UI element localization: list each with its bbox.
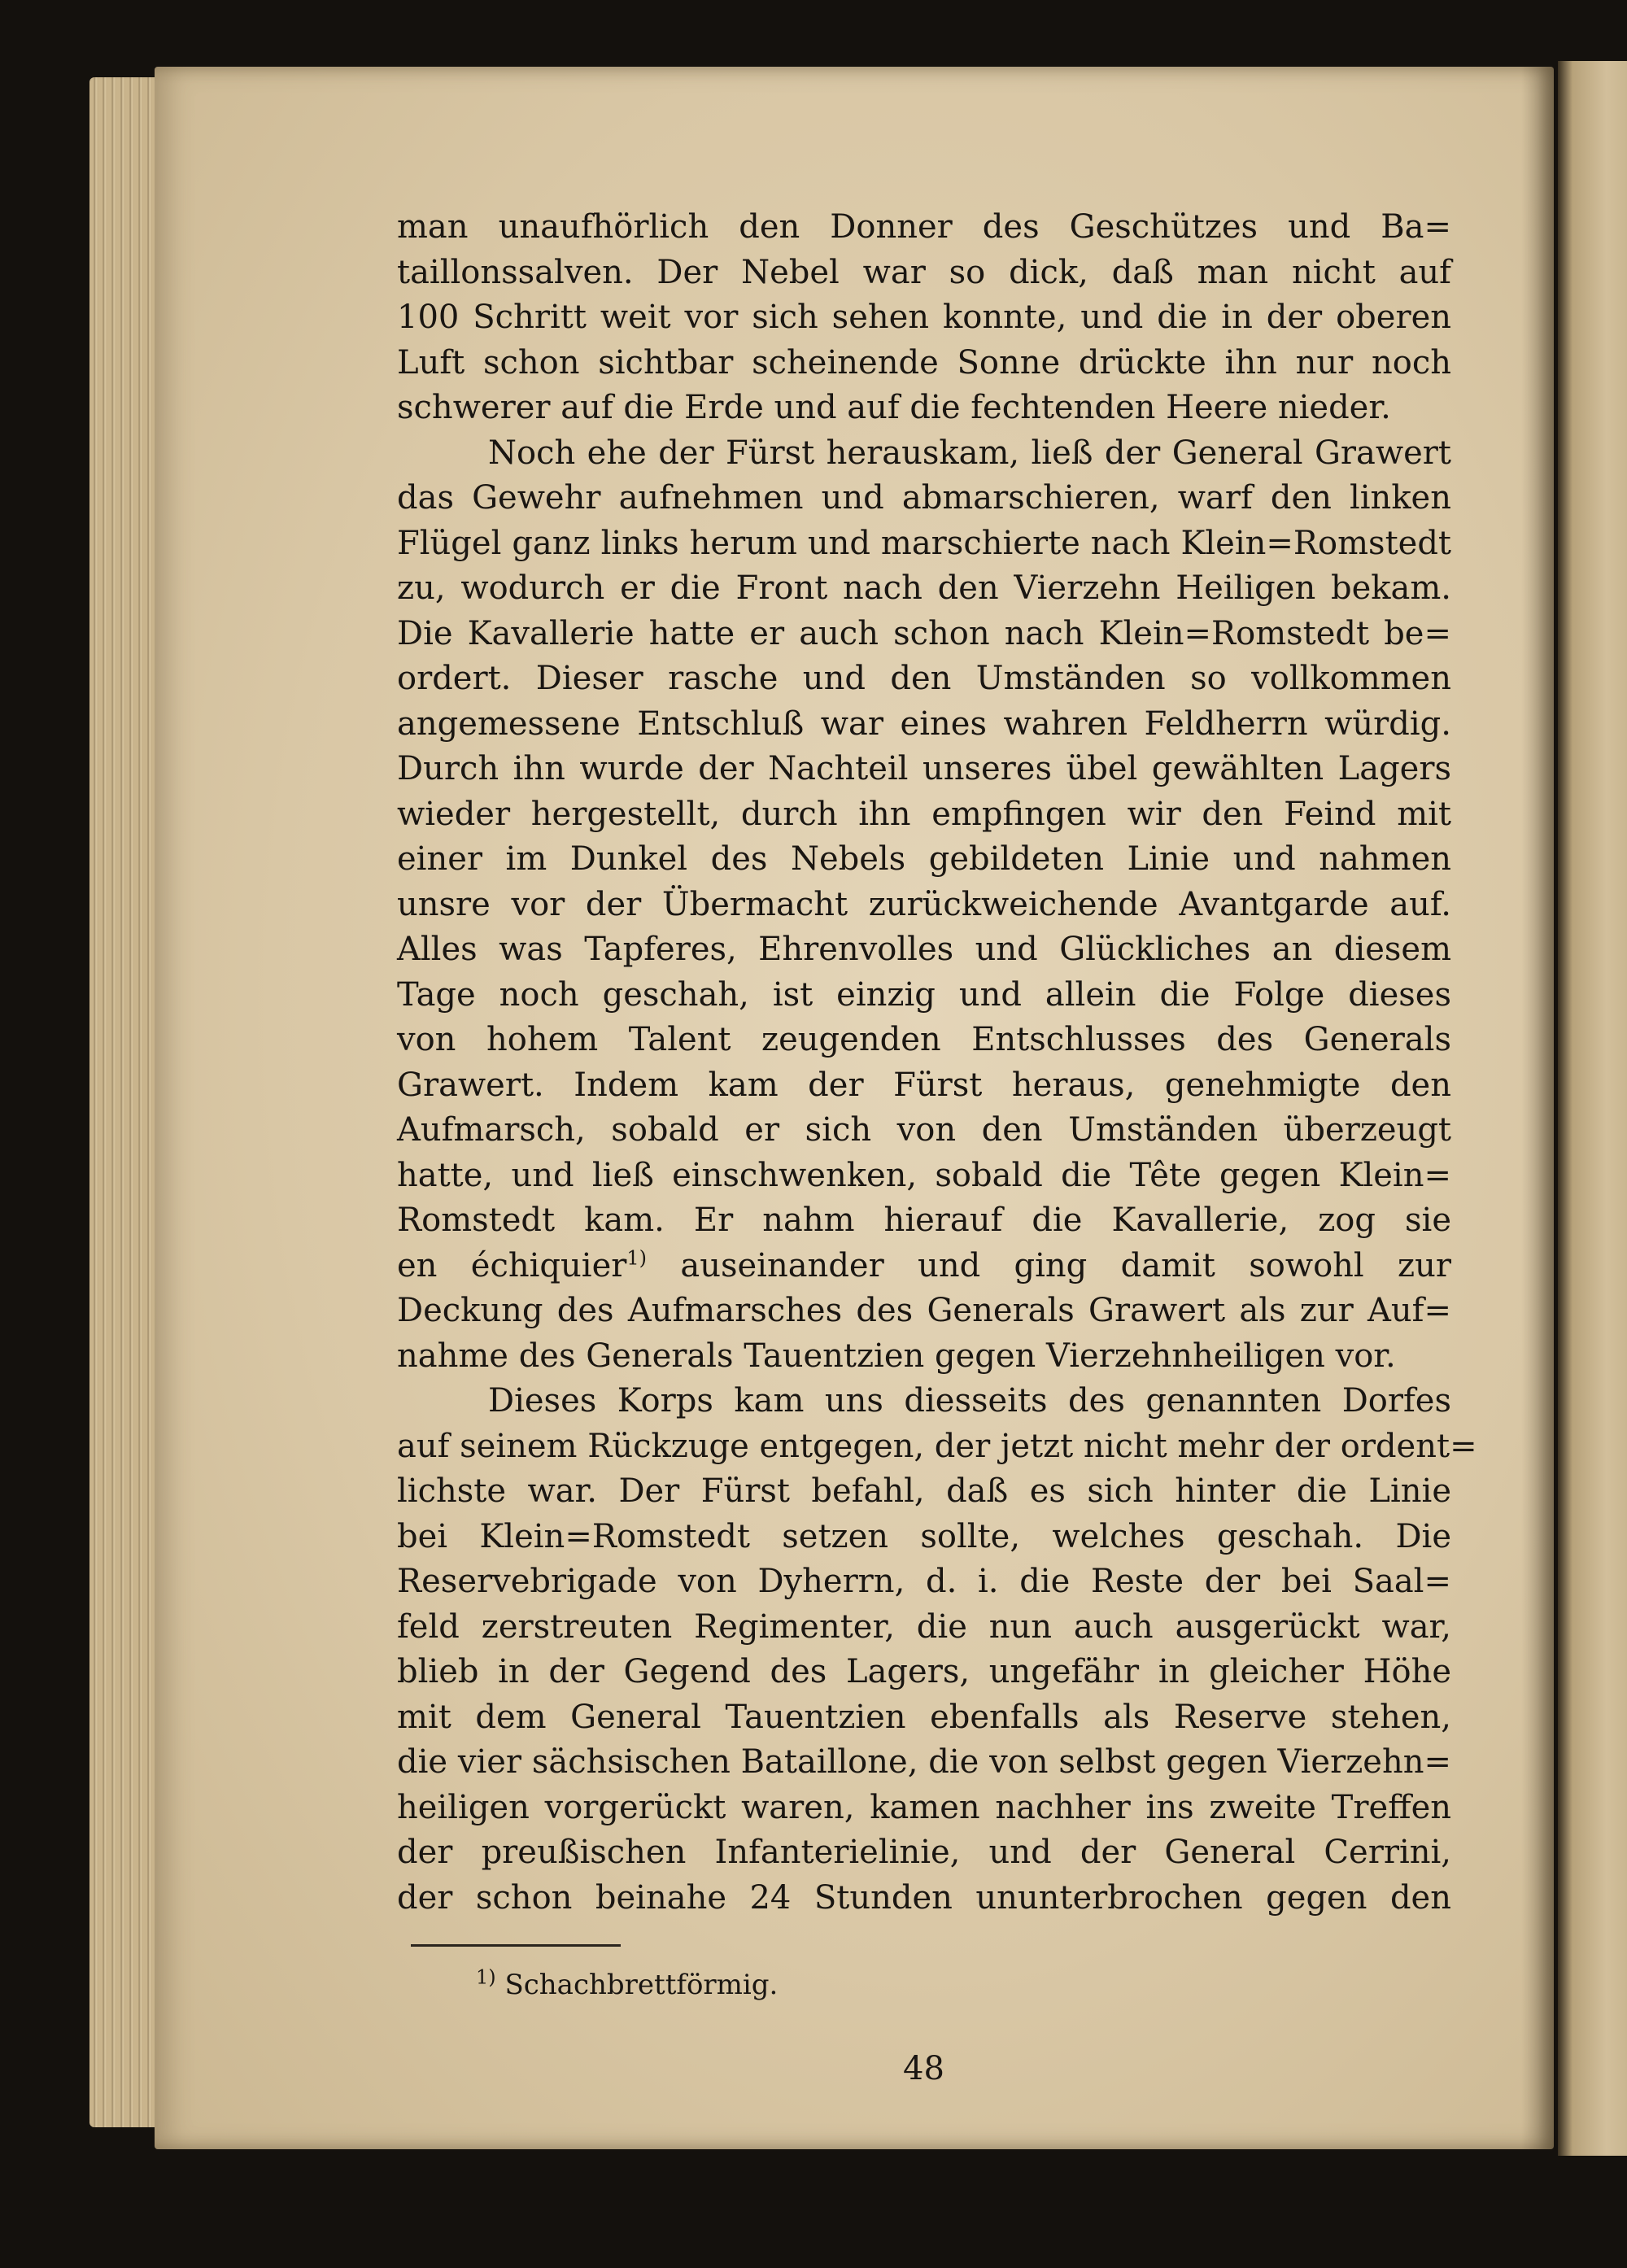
text-line: angemessene Entschluß war eines wahren Feldherrn würdig. (397, 704, 1451, 743)
text-line: Romstedt kam. Er nahm hierauf die Kavallerie, zog sie (397, 1202, 1451, 1239)
text-line: Dieses Korps kam uns diesseits des genannten Dorfes (488, 1382, 1451, 1420)
text-line-with-footnote (397, 1244, 1451, 1289)
text-line: Grawert. Indem kam der Fürst heraus, genehmigte den (397, 1066, 1451, 1104)
text-line: das Gewehr aufnehmen und abmarschieren, warf den linken (397, 479, 1451, 517)
footnote (476, 1965, 779, 2001)
text-line: hatte, und ließ einschwenken, sobald die Tête gegen Klein= (397, 1156, 1451, 1194)
text-line: Noch ehe der Fürst herauskam, ließ der General Grawert (488, 434, 1451, 472)
text-line: bei Klein=Romstedt setzen sollte, welches geschah. Die (397, 1517, 1451, 1555)
footnote-reference: 1) (626, 1246, 647, 1270)
text-line: blieb in der Gegend des Lagers, ungefähr in gleicher Höhe (397, 1653, 1451, 1690)
text-line: auf seinem Rückzuge entgegen, der jetzt nicht mehr der ordent= (397, 1427, 1477, 1465)
footnote-divider (411, 1944, 621, 1947)
footnote-text: Schachbrettförmig. (504, 1969, 779, 2001)
text-line: Alles was Tapferes, Ehrenvolles und Glückliches an diesem (397, 931, 1451, 968)
text-line: einer im Dunkel des Nebels gebildeten Linie und nahmen (397, 840, 1451, 878)
text-line: schwerer auf die Erde und auf die fechtenden Heere nieder. (397, 389, 1391, 426)
text-line: der preußischen Infanterielinie, und der General Cerrini, (397, 1834, 1451, 1871)
text-line: wieder hergestellt, durch ihn empfingen wir den Feind mit (397, 795, 1451, 833)
book-page-stack (89, 77, 163, 2127)
text-line: taillonssalven. Der Nebel war so dick, daß man nicht auf (397, 253, 1451, 291)
text-line: feld zerstreuten Regimenter, die nun auch ausgerückt war, (397, 1607, 1451, 1646)
text-line: Reservebrigade von Dyherrn, d. i. die Reste der bei Saal= (397, 1563, 1451, 1600)
text-line: von hohem Talent zeugenden Entschlusses des Generals (397, 1021, 1451, 1058)
text-line: Deckung des Aufmarsches des Generals Grawert als zur Auf= (397, 1292, 1451, 1329)
text-line: ordert. Dieser rasche und den Umständen so vollkommen (397, 660, 1451, 697)
text-fragment: auseinander und ging damit sowohl zur (680, 1246, 1451, 1284)
facing-page-edge (1558, 61, 1627, 2156)
text-line: heiligen vorgerückt waren, kamen nachher ins zweite Treffen (397, 1788, 1451, 1826)
page-number: 48 (903, 2050, 944, 2087)
text-line: Die Kavallerie hatte er auch schon nach Klein=Romstedt be= (397, 614, 1451, 652)
text-line: lichste war. Der Fürst befahl, daß es sich hinter die Linie (397, 1472, 1451, 1510)
text-line: Tage noch geschah, ist einzig und allein die Folge dieses (397, 975, 1451, 1014)
text-line: Luft schon sichtbar scheinende Sonne drückte ihn nur noch (397, 343, 1451, 382)
footnote-marker: 1) (476, 1965, 496, 1989)
text-line: Durch ihn wurde der Nachteil unseres übel gewählten Lagers (397, 750, 1451, 787)
book-gutter-shadow (1521, 67, 1554, 2149)
text-line: Flügel ganz links herum und marschierte nach Klein=Romstedt (397, 524, 1451, 562)
text-line: zu, wodurch er die Front nach den Vierzehn Heiligen bekam. (397, 569, 1451, 607)
text-line: mit dem General Tauentzien ebenfalls als Reserve stehen, (397, 1698, 1451, 1736)
body-text (397, 205, 1477, 1921)
text-line: nahme des Generals Tauentzien gegen Vierzehnheiligen vor. (397, 1337, 1396, 1375)
text-line: man unaufhörlich den Donner des Geschützes und Ba= (397, 208, 1451, 246)
text-line: Aufmarsch, sobald er sich von den Umständen überzeugt (397, 1111, 1451, 1149)
text-fragment: en échiquier (397, 1246, 627, 1284)
text-line: die vier sächsischen Bataillone, die von selbst gegen Vierzehn= (397, 1743, 1451, 1781)
text-line: der schon beinahe 24 Stunden ununterbrochen gegen den (397, 1878, 1451, 1917)
text-line: unsre vor der Übermacht zurückweichende Avantgarde auf. (397, 885, 1451, 923)
text-line: 100 Schritt weit vor sich sehen konnte, und die in der oberen (397, 299, 1451, 336)
